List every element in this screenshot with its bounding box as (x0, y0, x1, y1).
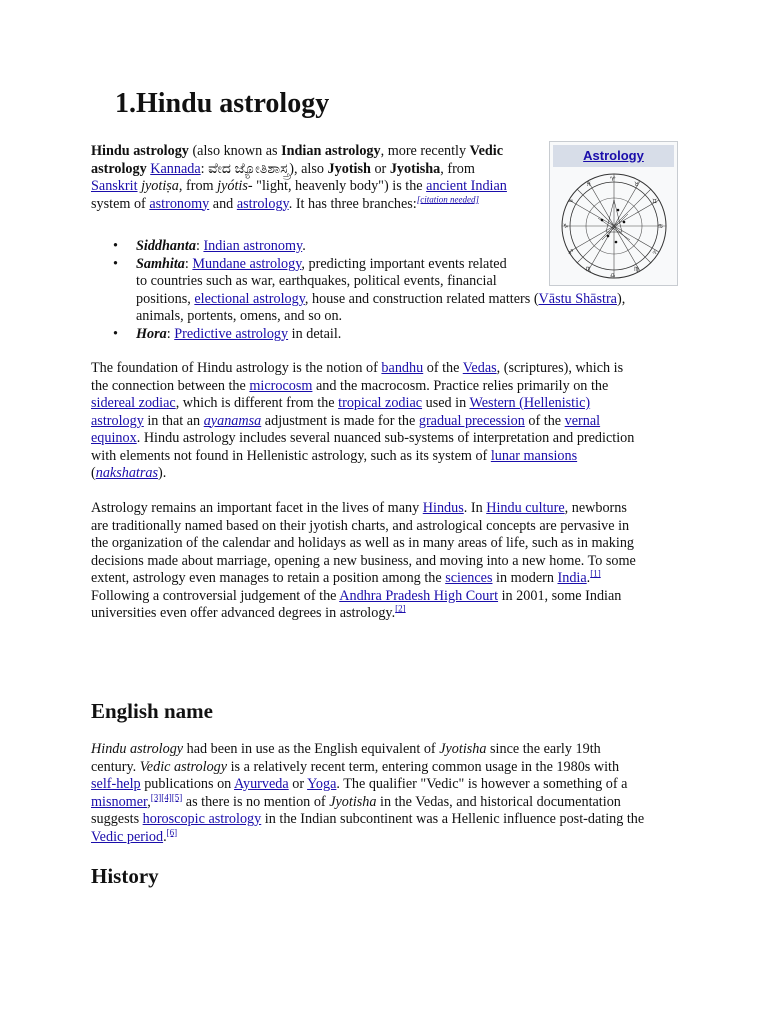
page-title: 1.Hindu astrology (115, 88, 330, 119)
svg-text:♑: ♑ (562, 223, 568, 230)
reference-1[interactable]: [1] (590, 568, 601, 579)
link-gradual-precession[interactable]: gradual precession (418, 412, 525, 429)
link-astrology[interactable]: astrology (236, 195, 289, 212)
svg-text:♏: ♏ (585, 266, 591, 273)
link-vernal-equinox-2[interactable]: equinox (91, 430, 137, 446)
infobox-title-link[interactable]: Astrology (583, 148, 644, 163)
link-indian-astronomy[interactable]: Indian astronomy (203, 238, 303, 254)
link-vastu-shastra[interactable]: Vāstu Shāstra (538, 290, 617, 307)
list-item: • Siddhanta: Indian astronomy. (91, 238, 625, 256)
link-sanskrit[interactable]: Sanskrit (91, 178, 138, 194)
svg-text:♐: ♐ (567, 249, 573, 256)
link-predictive-astrology[interactable]: Predictive astrology (174, 325, 289, 342)
english-name-paragraph: Hindu astrology had been in use as the English equivalent of Jyotisha since the early 19th century. Vedic astrology is a relatively recent term, entering common usage in the 1980s with self-help publications on Ayurveda or Yoga. The qualifier "Vedic" is however a something of a misnomer,[3][4][5] as there is no mention of Jyotisha in the Vedas, and historical documentation suggests horoscopic astrology in the Indian subcontinent was a Hellenic influence post-dating the Vedic period.[6] (91, 741, 645, 845)
reference-2[interactable]: [2] (395, 603, 406, 614)
svg-text:♍: ♍ (633, 266, 639, 273)
link-western-astrology[interactable]: Western (Hellenistic) (469, 395, 591, 411)
link-western-astrology-2[interactable]: astrology (91, 412, 144, 429)
link-hindu-culture[interactable]: Hindu culture (486, 500, 565, 516)
link-vedas[interactable]: Vedas (462, 360, 497, 376)
link-mundane-astrology[interactable]: Mundane astrology (192, 255, 302, 272)
section-heading-english-name: English name (91, 699, 213, 723)
svg-text:♈: ♈ (609, 176, 615, 183)
link-misnomer[interactable]: misnomer (91, 793, 148, 810)
link-ancient-indian[interactable]: ancient Indian (426, 178, 507, 194)
link-ayurveda[interactable]: Ayurveda (234, 776, 289, 792)
link-sidereal-zodiac[interactable]: sidereal zodiac (91, 395, 176, 411)
link-sciences[interactable]: sciences (445, 570, 493, 586)
foundation-paragraph: The foundation of Hindu astrology is the notion of bandhu of the Vedas, (scriptures), which is the connection between the microcosm and the macrocosm. Practice relies primarily on the sidereal zodiac, which is different from the tropical zodiac used in Western (Hellenistic) astrology in that an ayanamsa adjustment is made for the gradual precession of the vernal equinox. Hindu astrology includes several nuanced sub-systems of interpretation and prediction with elements not found in Hellenistic astrology, such as its system of lunar mansions (nakshatras). (91, 360, 635, 481)
svg-text:♊: ♊ (651, 198, 657, 205)
svg-text:♌: ♌ (651, 249, 657, 256)
link-hindus[interactable]: Hindus (422, 500, 464, 516)
link-horoscopic-astrology[interactable]: horoscopic astrology (142, 811, 262, 827)
list-item: • Hora: Predictive astrology in detail. (91, 326, 625, 344)
link-kannada[interactable]: Kannada (150, 160, 201, 177)
svg-text:♒: ♒ (567, 198, 573, 205)
link-tropical-zodiac[interactable]: tropical zodiac (338, 395, 423, 411)
list-item: • Samhita: Mundane astrology, predicting important events related to countries such as war, earthquakes, political events, financial positions, electional astrology, house and construction related matters (Vāstu Shāstra), animals, portents, omens, and so on. (91, 256, 625, 326)
link-vernal-equinox[interactable]: vernal (564, 412, 601, 429)
link-microcosm[interactable]: microcosm (249, 377, 313, 394)
svg-text:♎: ♎ (609, 272, 615, 279)
link-nakshatras[interactable]: nakshatras (95, 465, 159, 481)
reference-6[interactable]: [6] (166, 826, 178, 837)
svg-text:♓: ♓ (585, 181, 591, 188)
link-ayanamsa[interactable]: ayanamsa (203, 412, 262, 429)
link-astronomy[interactable]: astronomy (149, 195, 210, 212)
svg-text:♋: ♋ (657, 223, 663, 230)
svg-text:♉: ♉ (633, 181, 639, 188)
section-heading-history: History (91, 864, 159, 888)
link-electional-astrology[interactable]: electional astrology (194, 290, 305, 307)
link-self-help[interactable]: self-help (91, 776, 141, 792)
link-vedic-period[interactable]: Vedic period (91, 828, 164, 845)
link-bandhu[interactable]: bandhu (381, 360, 424, 376)
intro-paragraph: Hindu astrology (also known as Indian astrology, more recently Vedic astrology Kannada: ವೇದ ಜ್ಯೋತಿಶಾಸ್ತ್ರ), also Jyotish or Jyotisha, from Sanskrit jyotiṣa, from jyótis- "light, heavenly body") is the ancient Indian system of astronomy and astrology. It has three branches:[citation needed] (91, 143, 507, 212)
infobox-title (553, 145, 674, 167)
branches-list (91, 238, 625, 343)
link-yoga[interactable]: Yoga (307, 776, 337, 792)
importance-paragraph: Astrology remains an important facet in the lives of many Hindus. In Hindu culture, newborns are traditionally named based on their jyotish charts, and astrological concepts are pervasive in the organization of the calendar and holidays as well as in many areas of life, such as in making decisions made about marriage, opening a new business, and moving into a new home. To some extent, astrology even manages to retain a position among the sciences in modern India.[1] Following a controversial judgement of the Andhra Pradesh High Court in 2001, some Indian universities even offer advanced degrees in astrology.[2] (91, 500, 636, 621)
citation-needed-link[interactable]: [citation needed] (416, 193, 479, 204)
references-3-4-5[interactable]: [3][4][5] (150, 791, 183, 802)
link-andhra-pradesh-high-court[interactable]: Andhra Pradesh High Court (339, 587, 499, 604)
link-india[interactable]: India (557, 570, 587, 586)
link-lunar-mansions[interactable]: lunar mansions (490, 447, 578, 464)
